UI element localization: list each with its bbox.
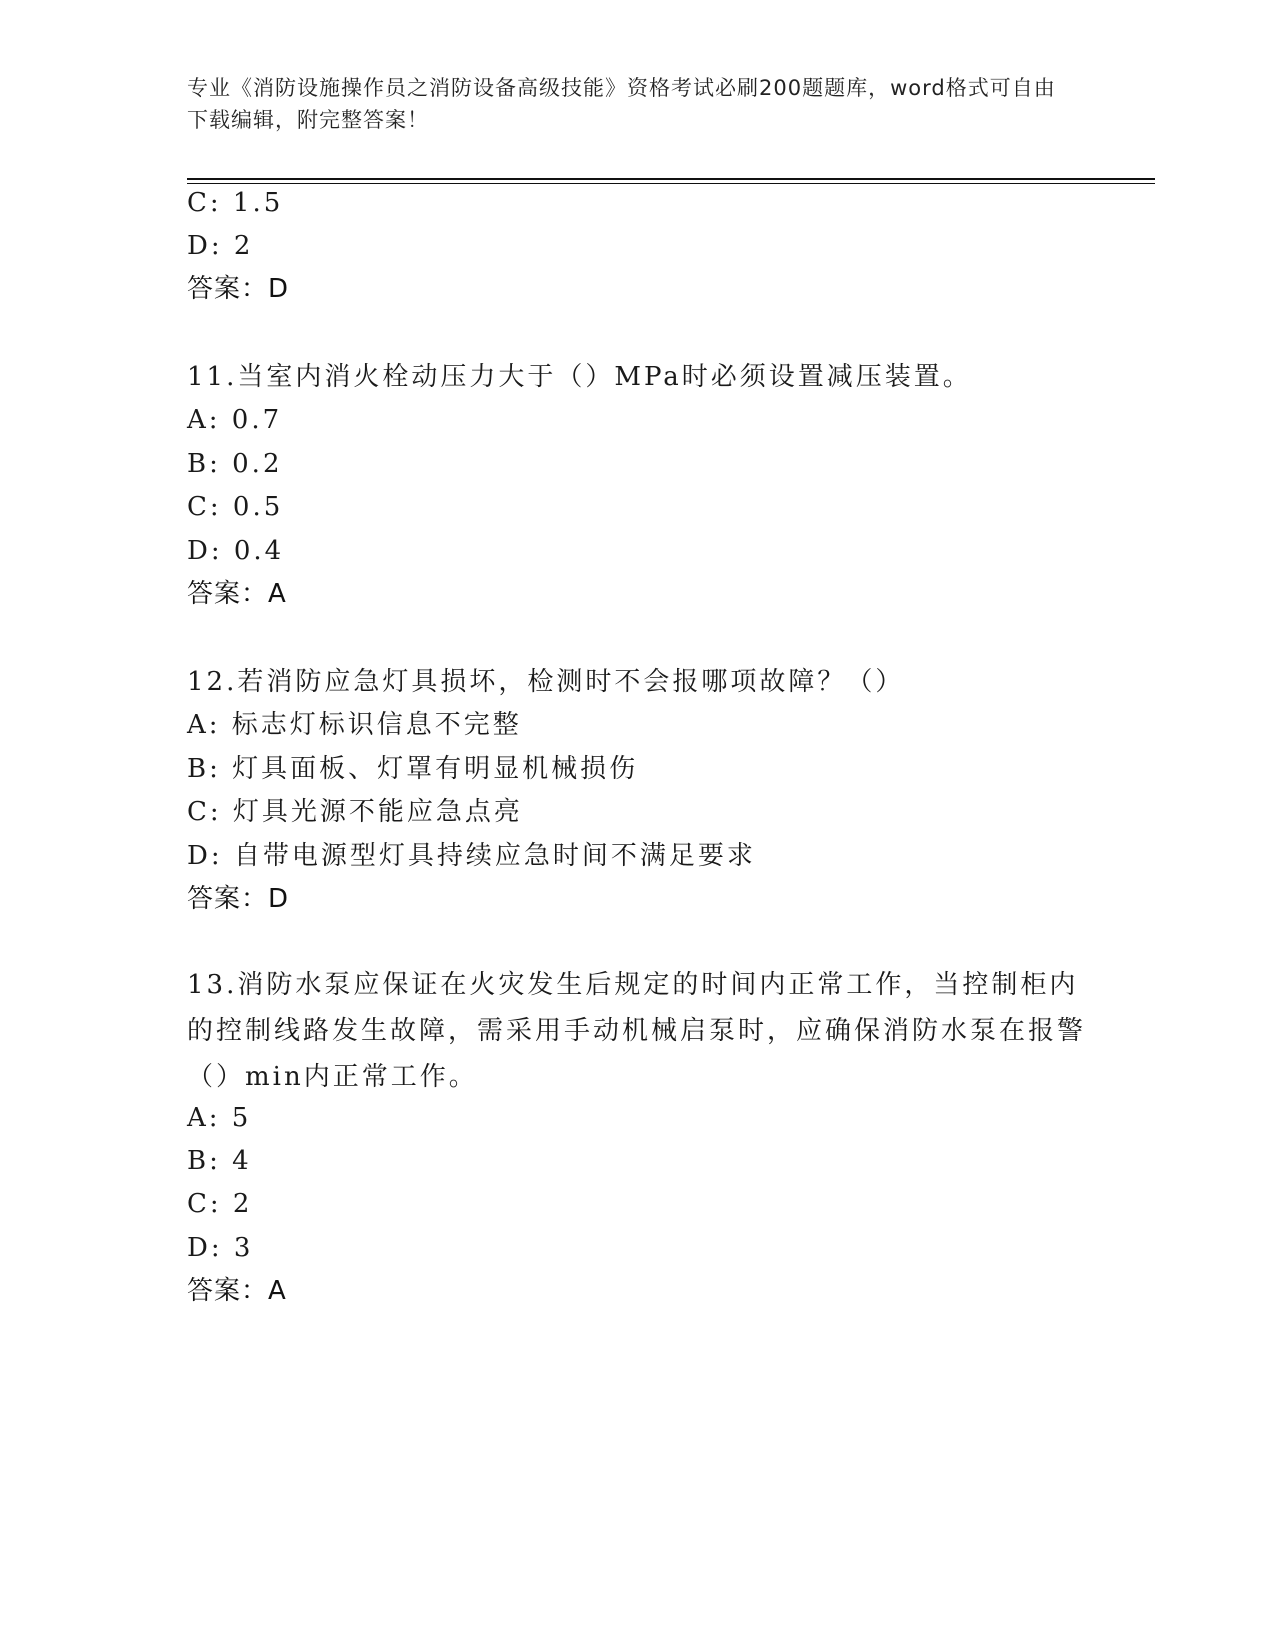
document-header: 专业《消防设施操作员之消防设备高级技能》资格考试必刷200题题库，word格式可自由下载编辑，附完整答案！ <box>187 76 1056 132</box>
option-a: A: 0.7 <box>187 405 283 435</box>
option-b: B: 灯具面板、灯罩有明显机械损伤 <box>187 754 639 784</box>
answer: 答案：D <box>187 884 290 914</box>
question-stem: 12.若消防应急灯具损坏，检测时不会报哪项故障？（） <box>187 667 905 697</box>
option-b: B: 4 <box>187 1146 252 1176</box>
answer: 答案：A <box>187 579 287 609</box>
answer: 答案：A <box>187 1276 287 1306</box>
option-a: A: 标志灯标识信息不完整 <box>187 710 522 740</box>
option-a: A: 5 <box>187 1103 252 1133</box>
option-c: C: 灯具光源不能应急点亮 <box>187 797 523 827</box>
header-divider-thin <box>187 183 1155 184</box>
question-stem: 11.当室内消火栓动压力大于（）MPa时必须设置减压装置。 <box>187 362 972 392</box>
option-d: D: 0.4 <box>187 536 285 566</box>
option-d: D: 3 <box>187 1233 254 1263</box>
answer: 答案：D <box>187 274 290 304</box>
option-d: D: 自带电源型灯具持续应急时间不满足要求 <box>187 841 756 871</box>
question-stem: 13.消防水泵应保证在火灾发生后规定的时间内正常工作，当控制柜内的控制线路发生故障，需采用手动机械启泵时，应确保消防水泵在报警（）min内正常工作。 <box>187 970 1087 1092</box>
option-d: D: 2 <box>187 231 254 261</box>
option-c: C: 2 <box>187 1189 253 1219</box>
option-c: C: 0.5 <box>187 492 284 522</box>
header-divider <box>187 178 1155 180</box>
option-c: C: 1.5 <box>187 188 284 218</box>
option-b: B: 0.2 <box>187 449 283 479</box>
